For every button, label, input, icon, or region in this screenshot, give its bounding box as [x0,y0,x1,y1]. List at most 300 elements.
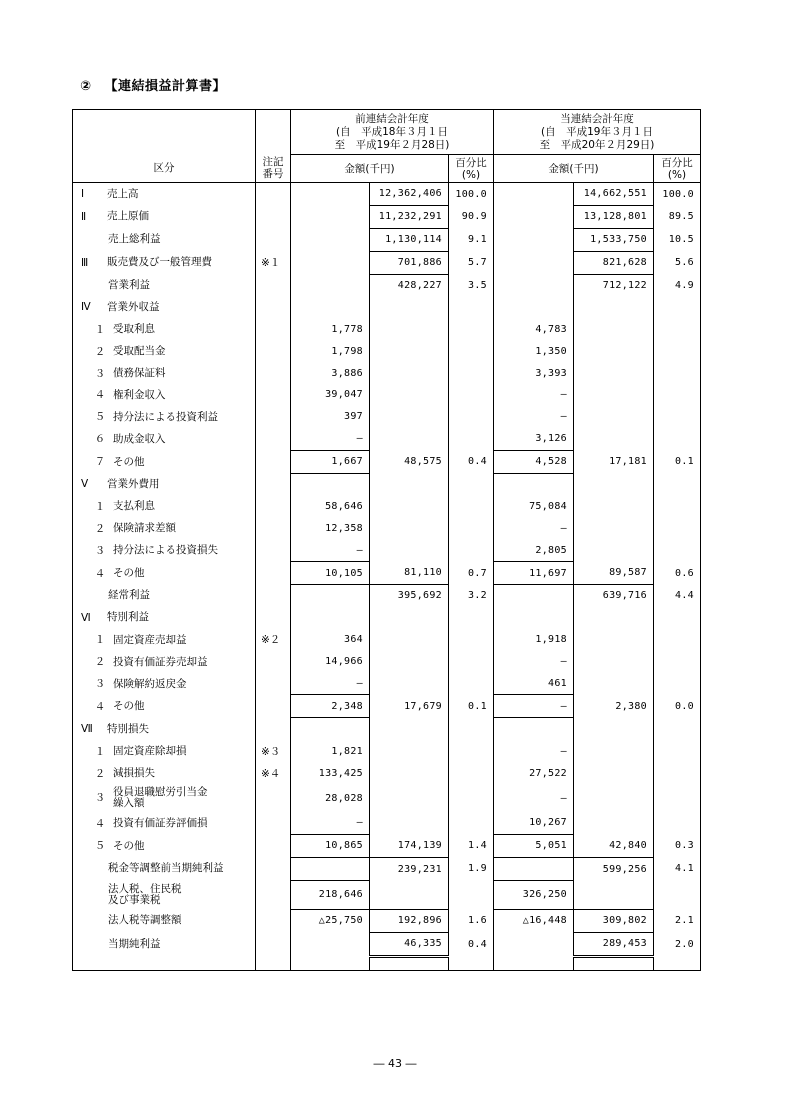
prev-amount-total: 17,679 [370,695,449,718]
prev-amount-detail [291,251,370,274]
curr-amount-detail: 11,697 [494,562,574,585]
prev-percent [449,473,494,495]
curr-amount-total [574,517,654,539]
curr-amount-total: 89,587 [574,562,654,585]
note-ref [256,718,291,740]
spacer-cell [574,956,654,970]
prev-amount-detail: 39,047 [291,384,370,406]
prev-percent: 9.1 [449,228,494,251]
row-label: その他 [113,839,145,852]
note-ref [256,562,291,585]
prev-amount-detail: 364 [291,629,370,651]
table-row [73,909,701,932]
curr-percent [654,784,701,812]
curr-amount-total: 13,128,801 [574,205,654,228]
curr-percent [654,740,701,762]
curr-percent [654,880,701,909]
prev-percent: 1.6 [449,909,494,932]
statement-title: 【連結損益計算書】 [104,79,227,94]
note-ref [256,585,291,607]
row-label-cell [73,673,256,695]
curr-percent [654,406,701,428]
curr-amount-total [574,296,654,318]
table-row [73,812,701,834]
table-row [73,406,701,428]
table-row [73,857,701,880]
row-label-cell [73,562,256,585]
curr-amount-total [574,473,654,495]
row-number: Ⅳ [81,301,91,314]
table-row [73,784,701,812]
row-label: 投資有価証券売却益 [113,655,208,668]
prev-amount-total: 192,896 [370,909,449,932]
prev-amount-total: 46,335 [370,932,449,956]
prev-amount-detail: △25,750 [291,909,370,932]
curr-percent [654,629,701,651]
row-label: 受取利息 [113,323,155,336]
prev-pct-header: 百分比 (%) [449,155,494,183]
prev-amount-total: 701,886 [370,251,449,274]
prev-percent: 0.7 [449,562,494,585]
table-row [73,695,701,718]
curr-amount-total [574,762,654,784]
row-label-cell [73,607,256,629]
row-label-cell [73,517,256,539]
prev-amount-total [370,812,449,834]
prev-amount-total: 48,575 [370,450,449,473]
note-ref: ※３ [256,740,291,762]
curr-percent [654,362,701,384]
curr-amount-total [574,629,654,651]
table-row [73,539,701,561]
prev-amount-total [370,318,449,340]
note-ref [256,318,291,340]
row-number: ２ [94,767,106,780]
prev-percent [449,318,494,340]
row-label: 法人税、住民税 及び事業税 [108,882,182,906]
curr-percent [654,495,701,517]
curr-period-header: 当連結会計年度 (自 平成19年３月１日 至 平成20年２月29日) [494,110,701,155]
curr-amount-detail: ― [494,784,574,812]
curr-percent: 89.5 [654,205,701,228]
table-row [73,834,701,857]
row-number: Ⅱ [81,210,87,223]
curr-amount-detail: 326,250 [494,880,574,909]
curr-amount-total: 309,802 [574,909,654,932]
curr-percent: 0.3 [654,834,701,857]
row-label: 特別損失 [107,722,149,735]
row-label-cell [73,205,256,228]
curr-amount-total: 821,628 [574,251,654,274]
curr-amount-detail: ― [494,406,574,428]
prev-amount-total [370,607,449,629]
spacer-cell [73,956,256,970]
table-row [73,607,701,629]
row-label-cell [73,880,256,909]
curr-percent: 0.1 [654,450,701,473]
prev-amount-total [370,362,449,384]
prev-amount-detail: 1,667 [291,450,370,473]
row-number: ３ [94,367,106,380]
prev-percent [449,762,494,784]
prev-amount-total [370,406,449,428]
row-label-cell [73,340,256,362]
curr-percent [654,318,701,340]
row-label-cell [73,228,256,251]
prev-amount-detail: ― [291,539,370,561]
prev-amount-detail: 2,348 [291,695,370,718]
note-ref [256,296,291,318]
curr-amount-detail: △16,448 [494,909,574,932]
curr-amount-detail: 10,267 [494,812,574,834]
curr-percent [654,718,701,740]
prev-amount-detail: 58,646 [291,495,370,517]
table-row [73,296,701,318]
prev-percent [449,384,494,406]
curr-amount-detail [494,932,574,956]
curr-percent [654,517,701,539]
row-label-cell [73,539,256,561]
row-number: ６ [94,433,106,446]
curr-percent [654,340,701,362]
curr-percent [654,296,701,318]
section-number: ② [80,79,92,94]
curr-amount-detail [494,473,574,495]
curr-amount-detail: ― [494,384,574,406]
prev-amount-total [370,718,449,740]
row-label-cell [73,274,256,296]
row-label-cell [73,362,256,384]
note-header: 注記 番号 [256,155,291,183]
prev-amount-total [370,651,449,673]
curr-amount-total [574,812,654,834]
spacer-cell [370,956,449,970]
prev-percent: 100.0 [449,183,494,206]
row-label: 持分法による投資損失 [113,544,218,557]
row-label-cell [73,450,256,473]
prev-percent [449,812,494,834]
row-label-cell [73,406,256,428]
prev-period-header: 前連結会計年度 (自 平成18年３月１日 至 平成19年２月28日) [291,110,494,155]
page-number: ― 43 ― [373,1057,417,1070]
curr-amount-total [574,673,654,695]
table-row [73,585,701,607]
spacer-cell [291,956,370,970]
curr-amount-detail [494,274,574,296]
curr-percent: 0.0 [654,695,701,718]
row-label: 助成金収入 [113,432,166,445]
prev-amount-detail [291,473,370,495]
curr-amount-total: 1,533,750 [574,228,654,251]
curr-amount-total [574,651,654,673]
curr-amount-detail [494,718,574,740]
prev-amount-detail [291,274,370,296]
curr-amount-header: 金額(千円) [494,155,654,183]
curr-amount-detail: 2,805 [494,539,574,561]
row-label: 法人税等調整額 [108,914,182,927]
note-ref: ※２ [256,629,291,651]
curr-percent [654,428,701,450]
prev-amount-total [370,340,449,362]
prev-amount-detail: 218,646 [291,880,370,909]
prev-percent [449,718,494,740]
prev-amount-detail [291,183,370,206]
row-label-cell [73,651,256,673]
curr-amount-detail: ― [494,740,574,762]
category-header: 区分 [73,155,256,183]
prev-percent [449,296,494,318]
note-ref: ※４ [256,762,291,784]
note-ref [256,340,291,362]
table-row [73,880,701,909]
note-ref [256,183,291,206]
row-number: Ⅴ [81,478,89,491]
prev-amount-detail [291,718,370,740]
curr-percent: 4.4 [654,585,701,607]
curr-amount-total [574,362,654,384]
row-label-cell [73,812,256,834]
curr-amount-detail [494,857,574,880]
curr-amount-detail: 4,783 [494,318,574,340]
spacer-cell [654,956,701,970]
table-row [73,718,701,740]
note-ref [256,834,291,857]
prev-amount-detail [291,205,370,228]
prev-amount-total [370,784,449,812]
prev-amount-total: 1,130,114 [370,228,449,251]
curr-percent: 2.0 [654,932,701,956]
curr-amount-detail: ― [494,517,574,539]
table-row [73,450,701,473]
row-label-cell [73,251,256,274]
row-label: 役員退職慰労引当金 繰入額 [113,786,208,810]
curr-amount-detail [494,205,574,228]
note-ref [256,909,291,932]
curr-amount-detail: 27,522 [494,762,574,784]
curr-amount-total: 14,662,551 [574,183,654,206]
table-row [73,740,701,762]
row-label: 売上原価 [107,210,149,223]
row-label-cell [73,629,256,651]
row-label: 固定資産売却益 [113,633,187,646]
prev-amount-total [370,495,449,517]
row-number: ４ [94,817,106,830]
row-number: ３ [94,678,106,691]
table-row [73,629,701,651]
row-label-cell [73,428,256,450]
note-ref [256,517,291,539]
curr-amount-total: 712,122 [574,274,654,296]
row-number: １ [94,634,106,647]
row-label: 受取配当金 [113,345,166,358]
row-number: Ⅶ [81,723,93,736]
prev-percent [449,607,494,629]
prev-amount-detail: ― [291,428,370,450]
curr-amount-detail: 75,084 [494,495,574,517]
prev-percent [449,539,494,561]
row-number: ２ [94,656,106,669]
prev-amount-total [370,673,449,695]
prev-percent: 3.2 [449,585,494,607]
prev-amount-total: 12,362,406 [370,183,449,206]
row-label-cell [73,834,256,857]
row-number: Ⅲ [81,256,89,269]
prev-amount-detail [291,585,370,607]
note-ref [256,228,291,251]
curr-amount-total: 17,181 [574,450,654,473]
row-number: ５ [94,411,106,424]
note-ref [256,362,291,384]
curr-amount-detail: 3,393 [494,362,574,384]
row-number: １ [94,745,106,758]
curr-amount-total: 639,716 [574,585,654,607]
table-row [73,274,701,296]
prev-amount-total [370,384,449,406]
note-ref [256,673,291,695]
prev-amount-total [370,428,449,450]
row-label-cell [73,296,256,318]
prev-amount-detail: ― [291,812,370,834]
row-label-cell [73,495,256,517]
table-row [73,384,701,406]
table-row [73,673,701,695]
prev-amount-total [370,629,449,651]
spacer-cell [494,956,574,970]
curr-percent: 4.1 [654,857,701,880]
curr-amount-detail: 1,918 [494,629,574,651]
curr-amount-total [574,784,654,812]
row-label: その他 [113,567,145,580]
row-number: ３ [94,792,106,805]
spacer-cell [256,956,291,970]
curr-amount-detail: 4,528 [494,450,574,473]
curr-amount-detail: 5,051 [494,834,574,857]
row-label: 投資有価証券評価損 [113,817,208,830]
prev-percent [449,629,494,651]
curr-amount-detail [494,251,574,274]
prev-percent: 1.9 [449,857,494,880]
curr-percent: 10.5 [654,228,701,251]
curr-percent: 0.6 [654,562,701,585]
row-label: 営業外収益 [107,300,160,313]
income-statement-table [72,109,701,971]
prev-percent [449,673,494,695]
prev-percent [449,880,494,909]
curr-percent [654,384,701,406]
table-row [73,495,701,517]
row-label: 売上総利益 [108,233,161,246]
prev-amount-detail [291,607,370,629]
row-label: その他 [113,700,145,713]
prev-percent [449,495,494,517]
row-number: ４ [94,567,106,580]
row-label-cell [73,473,256,495]
spacer-cell [449,956,494,970]
curr-percent: 2.1 [654,909,701,932]
prev-percent: 3.5 [449,274,494,296]
curr-percent [654,673,701,695]
prev-amount-detail: 3,886 [291,362,370,384]
curr-amount-detail: 1,350 [494,340,574,362]
prev-percent [449,428,494,450]
prev-percent [449,340,494,362]
prev-amount-detail: 1,821 [291,740,370,762]
row-label: 権利金収入 [113,388,166,401]
prev-amount-total: 81,110 [370,562,449,585]
statement-heading [80,75,226,94]
prev-amount-total: 239,231 [370,857,449,880]
row-label: 売上高 [107,187,139,200]
curr-percent: 4.9 [654,274,701,296]
curr-percent [654,812,701,834]
note-ref [256,473,291,495]
curr-percent [654,607,701,629]
curr-amount-detail [494,228,574,251]
curr-percent [654,539,701,561]
prev-amount-total [370,473,449,495]
note-ref [256,880,291,909]
note-ref [256,651,291,673]
note-ref [256,932,291,956]
table-row [73,183,701,206]
prev-percent [449,362,494,384]
prev-percent: 90.9 [449,205,494,228]
row-number: Ⅰ [81,188,85,201]
row-label: その他 [113,455,145,468]
row-label: 債務保証料 [113,367,166,380]
row-number: １ [94,500,106,513]
note-ref [256,205,291,228]
note-ref [256,539,291,561]
note-ref: ※１ [256,251,291,274]
prev-amount-total [370,539,449,561]
table-row [73,228,701,251]
row-label: 営業利益 [108,278,150,291]
curr-percent [654,473,701,495]
prev-percent [449,406,494,428]
prev-amount-detail: 14,966 [291,651,370,673]
curr-amount-detail [494,607,574,629]
row-number: Ⅵ [81,611,91,624]
note-ref [256,406,291,428]
prev-amount-detail: ― [291,673,370,695]
prev-amount-detail: 133,425 [291,762,370,784]
prev-amount-total [370,762,449,784]
row-label-cell [73,585,256,607]
prev-amount-detail: 28,028 [291,784,370,812]
curr-percent [654,762,701,784]
prev-percent: 0.1 [449,695,494,718]
row-label-cell [73,384,256,406]
table-row [73,762,701,784]
row-number: ４ [94,700,106,713]
note-ref [256,607,291,629]
prev-amount-total [370,740,449,762]
table-row [73,517,701,539]
row-number: ３ [94,544,106,557]
table-row [73,651,701,673]
note-ref [256,495,291,517]
table-row [73,251,701,274]
note-ref [256,384,291,406]
curr-amount-total [574,718,654,740]
curr-amount-total [574,607,654,629]
prev-percent: 0.4 [449,932,494,956]
prev-amount-total: 395,692 [370,585,449,607]
curr-amount-total [574,384,654,406]
table-row [73,205,701,228]
curr-amount-total: 42,840 [574,834,654,857]
